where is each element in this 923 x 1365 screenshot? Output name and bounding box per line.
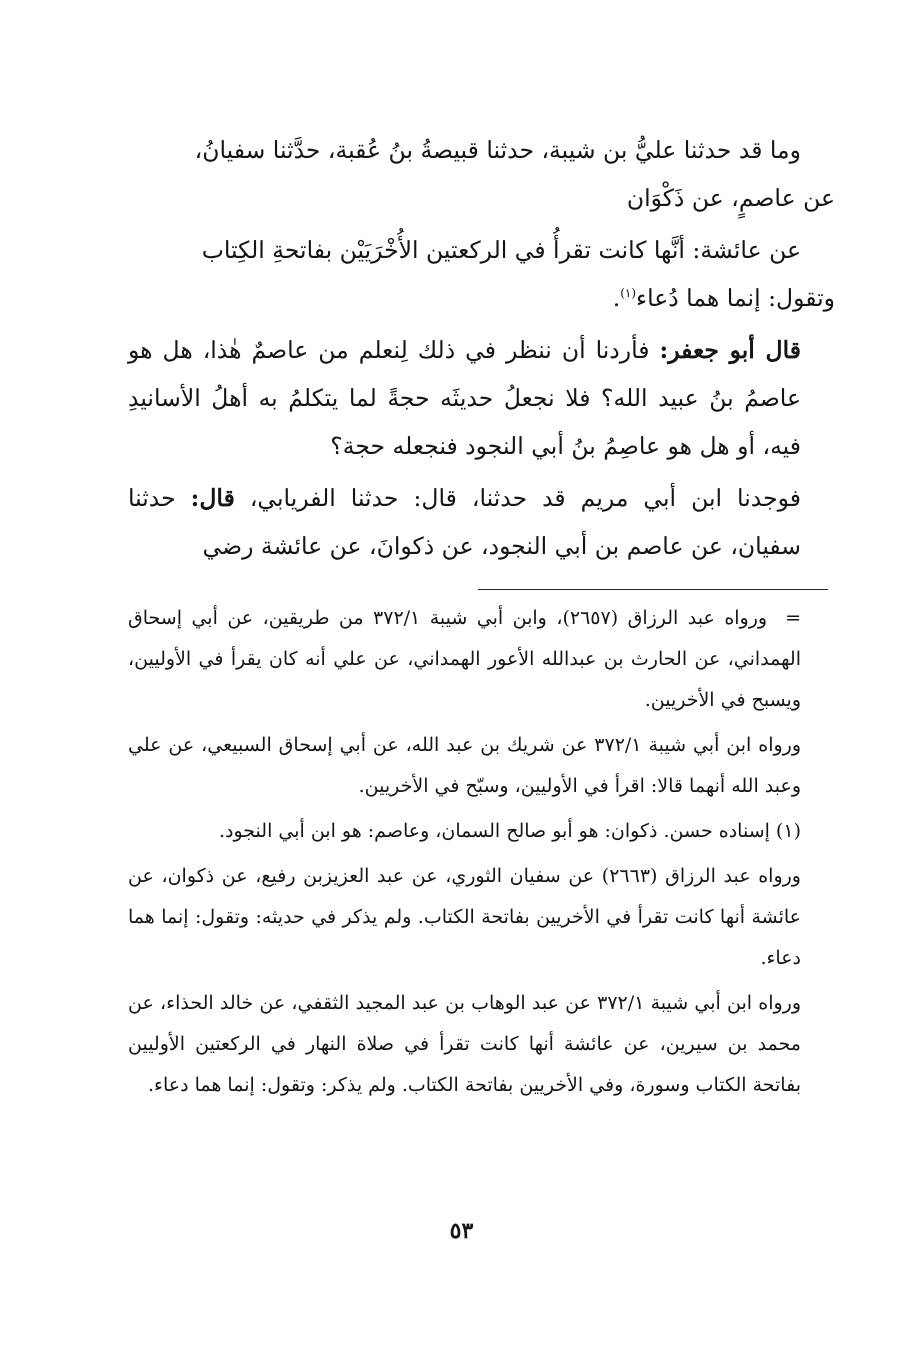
- main-paragraph-2-line-2: [128, 274, 835, 322]
- continuation-mark: =: [785, 607, 801, 629]
- footnotes: [128, 598, 835, 1110]
- main-paragraph-3-text: فأردنا أن ننظر في ذلك لِنعلم من عاصمٌ هٰذا، هل هو عاصمُ بنُ عبيد الله؟ فلا نجعلُ حديثَه حجةً لما يتكلمُ به أهلُ الأسانيدِ فيه، أو هل هو عاصِمُ بنُ أبي النجود فنجعله حجة؟: [128, 336, 801, 460]
- footnote-1: (١) إسناده حسن. ذكوان: هو أبو صالح السمان، وعاصم: هو ابن أبي النجود.: [218, 820, 801, 842]
- speaker-qal: قال:: [190, 484, 235, 512]
- main-paragraph-2-end: .: [612, 284, 621, 312]
- page-number: ٥٣: [449, 1218, 474, 1244]
- footnote-paragraph-4: ورواه عبد الرزاق (٢٦٦٣) عن سفيان الثوري، عن عبد العزيزبن رفيع، عن ذكوان، عن عائشة أنها كانت تقرأ في الأخريين بفاتحة الكتاب. ولم يذكر في حديثه: وتقول: إنما هما دعاء.: [128, 865, 801, 969]
- footnote-reference: (١): [620, 286, 637, 301]
- main-paragraph-2-text: وتقول: إنما هما دُعاء: [636, 284, 835, 312]
- main-text: [128, 126, 835, 570]
- footnote-continued-text: ورواه عبد الرزاق (٢٦٥٧)، وابن أبي شيبة ٣٧٢/١ من طريقين، عن أبي إسحاق الهمداني، عن الحارث بن عبدالله الأعور الهمداني، عن علي أنه كان يقرأ في الأوليين، ويسبح في الأخريين.: [128, 607, 801, 711]
- speaker-abu-jafar: قال أبو جعفر:: [659, 336, 801, 364]
- footnote-separator: [478, 589, 828, 590]
- main-paragraph-3: [128, 326, 835, 470]
- main-paragraph-4-text-2: حدثنا سفيان، عن عاصم بن أبي النجود، عن ذكوانَ، عن عائشة رضي: [128, 484, 801, 560]
- main-paragraph-4: [128, 474, 835, 570]
- footnote-continued: [128, 598, 835, 721]
- main-paragraph-2-line-1: عن عائشة: أنَّها كانت تقرأُ في الركعتين الأُخْرَيَيْن بفاتحةِ الكِتاب: [201, 236, 801, 264]
- footnote-paragraph-5: ورواه ابن أبي شيبة ٣٧٢/١ عن عبد الوهاب بن عبد المجيد الثقفي، عن خالد الحذاء، عن محمد بن سيرين، عن عائشة أنها كانت تقرأ في صلاة النهار في الركعتين الأوليين بفاتحة الكتاب وسورة، وفي الأخريين بفاتحة الكتاب. ولم يذكر: وتقول: إنما هما دعاء.: [128, 992, 801, 1096]
- main-paragraph-1-line-1: وما قد حدثنا عليُّ بن شيبة، حدثنا قبيصةُ بنُ عُقبة، حدَّثنا سفيانُ،: [194, 136, 801, 164]
- main-paragraph-4-text: فوجدنا ابن أبي مريم قد حدثنا، قال: حدثنا الفريابي،: [249, 484, 801, 512]
- main-paragraph-1-line-2: عن عاصمٍ، عن ذَكْوَان: [626, 184, 835, 212]
- footnote-paragraph-2: ورواه ابن أبي شيبة ٣٧٢/١ عن شريك بن عبد الله، عن أبي إسحاق السبيعي، عن علي وعبد الله أنهما قالا: اقرأ في الأوليين، وسبّح في الأخريين.: [128, 734, 801, 797]
